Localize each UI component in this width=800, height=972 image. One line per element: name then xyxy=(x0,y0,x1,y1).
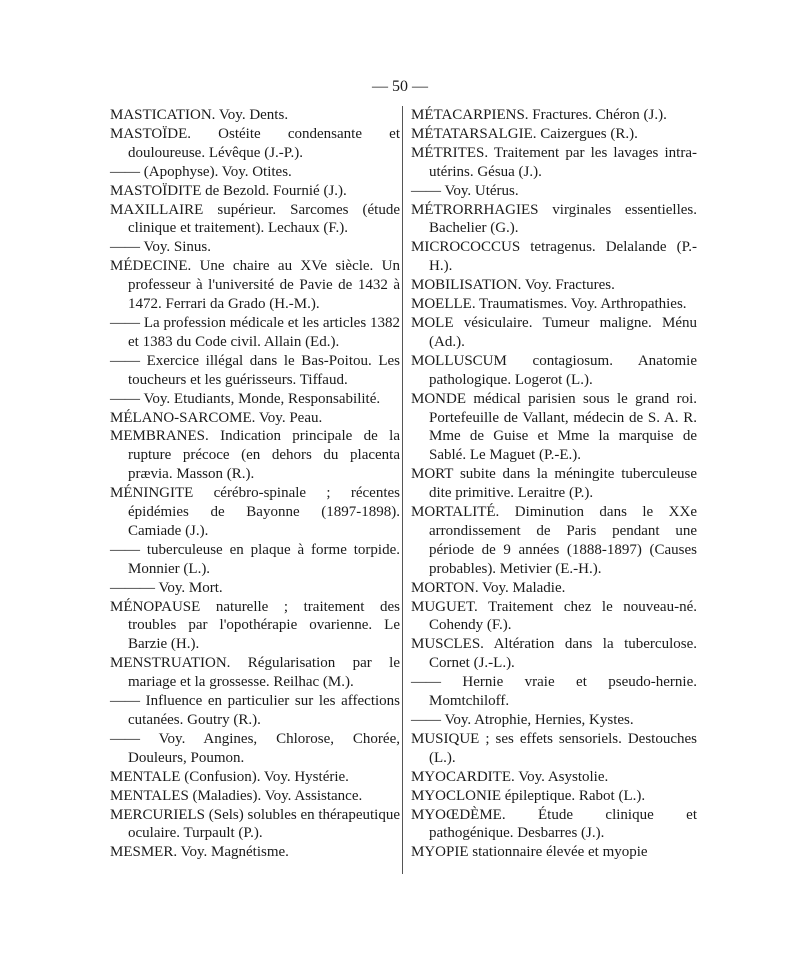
index-entry: MÉNOPAUSE naturelle ; traitement des troubles par l'opothérapie ovarienne. Le Barzie (H.). xyxy=(110,598,400,653)
index-entry: MÉTRITES. Traitement par les lavages intra-utérins. Gésua (J.). xyxy=(411,144,697,180)
index-entry: —— Voy. Etudiants, Monde, Responsabilité. xyxy=(110,390,381,407)
index-entry: MYOCLONIE épileptique. Rabot (L.). xyxy=(411,787,646,804)
index-entry: MASTOÏDITE de Bezold. Fournié (J.). xyxy=(110,182,347,199)
left-column xyxy=(110,106,400,862)
index-entry: MASTOÏDE. Ostéite condensante et douloureuse. Lévêque (J.-P.). xyxy=(110,125,400,161)
index-entry: MENTALES (Maladies). Voy. Assistance. xyxy=(110,787,363,804)
index-entry: MORT subite dans la méningite tuberculeuse dite primitive. Leraitre (P.). xyxy=(411,466,697,502)
index-entry: MÉDECINE. Une chaire au XVe siècle. Un professeur à l'université de Pavie de 1432 à 1472. Ferrari da Grado (H.-M.). xyxy=(110,258,400,313)
index-entry: —— La profession médicale et les articles 1382 et 1383 du Code civil. Allain (Ed.). xyxy=(110,314,400,350)
index-entry: MASTICATION. Voy. Dents. xyxy=(110,107,289,123)
index-entry: MESMER. Voy. Magnétisme. xyxy=(110,844,289,861)
index-entry: MUGUET. Traitement chez le nouveau-né. Cohendy (F.). xyxy=(411,598,697,634)
index-entry: MÉNINGITE cérébro-spinale ; récentes épidémies de Bayonne (1897-1898). Camiade (J.). xyxy=(110,485,400,539)
index-entry: MORTON. Voy. Maladie. xyxy=(411,579,566,596)
index-entry: —— Voy. Atrophie, Hernies, Kystes. xyxy=(411,712,634,728)
index-entry: MYOCARDITE. Voy. Asystolie. xyxy=(411,768,609,785)
index-entry: —— Voy. Utérus. xyxy=(411,182,519,199)
index-entry: —— Voy. Sinus. xyxy=(110,239,212,256)
index-entry: MERCURIELS (Sels) solubles en thérapeutique oculaire. Turpault (P.). xyxy=(110,806,400,842)
index-entry: MOLLUSCUM contagiosum. Anatomie pathologique. Logerot (L.). xyxy=(411,352,697,388)
index-entry: —— (Apophyse). Voy. Otites. xyxy=(110,163,292,180)
index-entry: —— Hernie vraie et pseudo-hernie. Momtchiloff. xyxy=(411,674,697,710)
index-entry: MOLE vésiculaire. Tumeur maligne. Ménu (Ad.). xyxy=(411,314,697,350)
index-entry: —— tuberculeuse en plaque à forme torpide. Monnier (L.). xyxy=(110,541,400,577)
index-entry: MICROCOCCUS tetragenus. Delalande (P.-H.). xyxy=(411,239,697,275)
index-entry: MUSCLES. Altération dans la tuberculose. Cornet (J.-L.). xyxy=(411,636,697,672)
index-entry: MONDE médical parisien sous le grand roi. Portefeuille de Vallant, médecin de S. A. R. Mme de Guise et Mme la marquise de Sablé. Le Maguet (P.-E.). xyxy=(411,390,697,464)
index-entry: MÉTATARSALGIE. Caizergues (R.). xyxy=(411,125,638,142)
index-entry: —— Voy. Angines, Chlorose, Chorée, Douleurs, Poumon. xyxy=(110,730,400,766)
index-entry: MAXILLAIRE supérieur. Sarcomes (étude clinique et traitement). Lechaux (F.). xyxy=(110,201,400,237)
index-entry: MOELLE. Traumatismes. Voy. Arthropathies. xyxy=(411,296,687,313)
index-entry: MEMBRANES. Indication principale de la rupture précoce (en dehors du placenta prævia. Masson (R.). xyxy=(110,428,400,483)
index-entry: MÉTRORRHAGIES virginales essentielles. Bachelier (G.). xyxy=(411,201,697,237)
index-entry: MYOŒDÈME. Étude clinique et pathogénique. Desbarres (J.). xyxy=(411,806,697,842)
index-entry: —— Exercice illégal dans le Bas-Poitou. Les toucheurs et les guérisseurs. Tiffaud. xyxy=(110,352,400,388)
index-entry: MYOPIE stationnaire élevée et myopie xyxy=(411,844,648,861)
index-entry: —— Influence en particulier sur les affections cutanées. Goutry (R.). xyxy=(110,693,400,728)
index-entry: MENSTRUATION. Régularisation par le mariage et la grossesse. Reilhac (M.). xyxy=(110,655,400,691)
page-number: — 50 — xyxy=(372,78,428,95)
right-column xyxy=(411,106,697,862)
index-entry: MÉLANO-SARCOME. Voy. Peau. xyxy=(110,409,323,426)
index-entry: MOBILISATION. Voy. Fractures. xyxy=(411,277,615,294)
index-entry: MORTALITÉ. Diminution dans le XXe arrondissement de Paris pendant une période de 9 années (1888-1897) (Causes probables). Metivier (E.-H.). xyxy=(411,504,697,577)
index-entry: MÉTACARPIENS. Fractures. Chéron (J.). xyxy=(411,107,667,123)
index-entry: MENTALE (Confusion). Voy. Hystérie. xyxy=(110,768,349,785)
column-divider xyxy=(402,106,403,874)
index-entry: ——— Voy. Mort. xyxy=(110,579,223,596)
index-entry: MUSIQUE ; ses effets sensoriels. Destouches (L.). xyxy=(411,730,697,766)
